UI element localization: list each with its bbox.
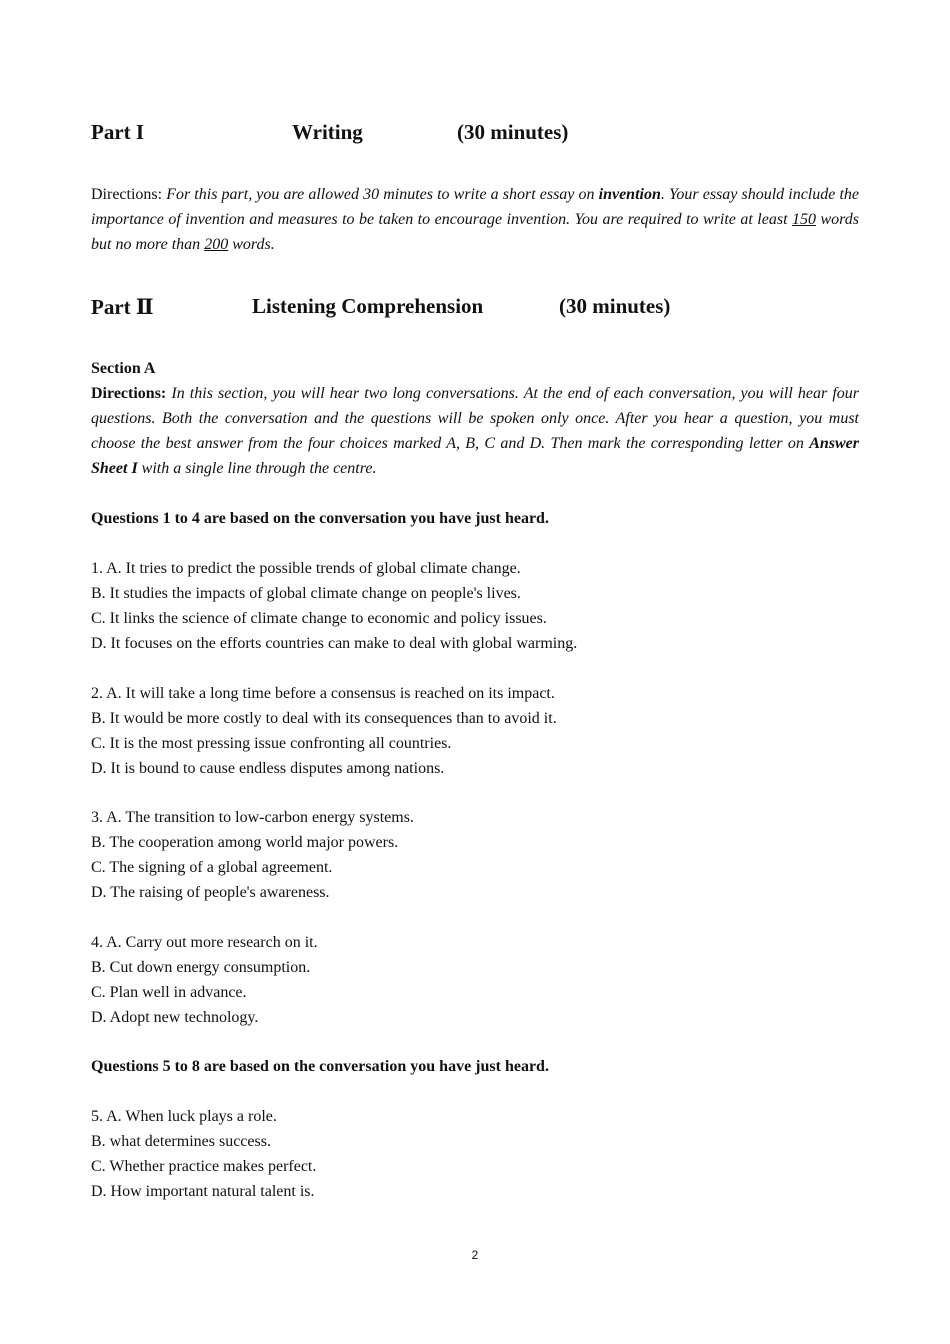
question-1-option-d: D. It focuses on the efforts countries can make to deal with global warming. bbox=[91, 635, 578, 652]
question-3-option-c: C. The signing of a global agreement. bbox=[91, 859, 333, 876]
part2-title: Listening Comprehension bbox=[252, 294, 484, 318]
question-group-heading-1: Questions 1 to 4 are based on the conversation you have just heard. bbox=[91, 510, 549, 527]
part1-title: Writing bbox=[292, 120, 363, 144]
section-a-title: Section A bbox=[91, 360, 156, 377]
question-1-option-a: 1. A. It tries to predict the possible trends of global climate change. bbox=[91, 560, 521, 577]
section-a-directions-lead: Directions: bbox=[91, 385, 167, 402]
section-a-directions bbox=[91, 381, 859, 481]
part1-directions bbox=[91, 182, 859, 257]
part1-directions-text3: words but no more than bbox=[91, 211, 860, 253]
question-5-option-c: C. Whether practice makes perfect. bbox=[91, 1158, 317, 1175]
question-1-option-c: C. It links the science of climate change to economic and policy issues. bbox=[91, 610, 547, 627]
question-5-option-b: B. what determines success. bbox=[91, 1133, 271, 1150]
question-1-option-b: B. It studies the impacts of global climate change on people's lives. bbox=[91, 585, 521, 602]
section-a-directions-text1: In this section, you will hear two long conversations. At the end of each conversation, you will hear four questions. Both the conversation and the questions will be spoken only once. After you hear a question, you must choose the best answer from the four choices marked A, B, C and D. Then mark the corresponding letter on bbox=[91, 385, 859, 452]
question-3-option-b: B. The cooperation among world major powers. bbox=[91, 834, 399, 851]
page-number: 2 bbox=[471, 1248, 479, 1262]
question-5-option-a: 5. A. When luck plays a role. bbox=[91, 1108, 277, 1125]
part1-directions-text1: For this part, you are allowed 30 minutes to write a short essay on bbox=[166, 186, 599, 203]
part1-topic: invention bbox=[598, 186, 661, 203]
question-5-option-d: D. How important natural talent is. bbox=[91, 1183, 315, 1200]
answer-sheet-label: Answer Sheet I bbox=[91, 435, 859, 477]
question-2-option-c: C. It is the most pressing issue confronting all countries. bbox=[91, 735, 452, 752]
part1-directions-text4: words. bbox=[228, 236, 275, 253]
part1-time: (30 minutes) bbox=[457, 120, 569, 144]
section-a-directions-text2: with a single line through the centre. bbox=[137, 460, 377, 477]
part1-max-words: 200 bbox=[204, 236, 229, 253]
question-4-option-c: C. Plan well in advance. bbox=[91, 984, 247, 1001]
part2-time: (30 minutes) bbox=[559, 294, 671, 318]
question-4-option-d: D. Adopt new technology. bbox=[91, 1009, 259, 1026]
question-2-option-d: D. It is bound to cause endless disputes among nations. bbox=[91, 760, 445, 777]
part1-directions-lead: Directions: bbox=[91, 186, 167, 203]
part2-label: Part Ⅱ bbox=[91, 295, 154, 319]
question-3-option-d: D. The raising of people's awareness. bbox=[91, 884, 330, 901]
question-4-option-a: 4. A. Carry out more research on it. bbox=[91, 934, 318, 951]
question-3-option-a: 3. A. The transition to low-carbon energy systems. bbox=[91, 809, 414, 826]
part1-label: Part I bbox=[91, 120, 145, 144]
part1-min-words: 150 bbox=[792, 211, 816, 228]
question-group-heading-2: Questions 5 to 8 are based on the conversation you have just heard. bbox=[91, 1058, 549, 1075]
part1-directions-text2: . Your essay should include the importance of invention and measures to be taken to encourage invention. You are required to write at least bbox=[91, 186, 860, 228]
question-4-option-b: B. Cut down energy consumption. bbox=[91, 959, 311, 976]
question-2-option-a: 2. A. It will take a long time before a consensus is reached on its impact. bbox=[91, 685, 555, 702]
question-2-option-b: B. It would be more costly to deal with its consequences than to avoid it. bbox=[91, 710, 557, 727]
